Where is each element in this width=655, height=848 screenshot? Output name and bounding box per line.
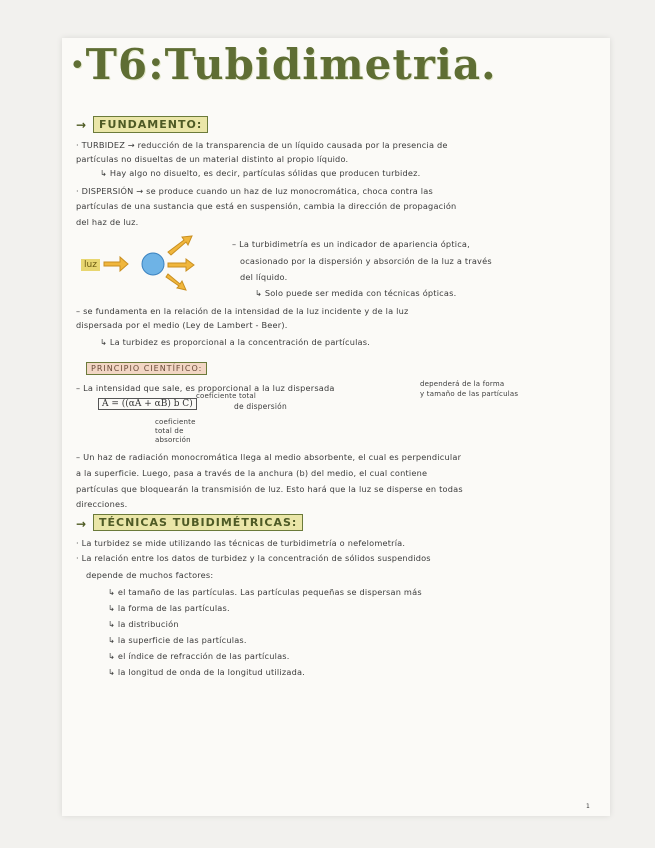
text-line: · La turbidez se mide utilizando las técnicas de turbidimetría o nefelometría. (76, 538, 406, 548)
text-line: · TURBIDEZ → reducción de la transparencia de un líquido causada por la presencia de (76, 140, 448, 150)
factor-item: ↳ la longitud de onda de la longitud utilizada. (108, 667, 305, 677)
dispersion-diagram (100, 232, 220, 292)
text-line: – La intensidad que sale, es proporcional a la luz dispersada (76, 383, 335, 393)
tecnicas-heading: TÉCNICAS TUBIDIMÉTRICAS: (93, 514, 303, 531)
page-title: ·T6:Tubidimetria. (70, 40, 497, 89)
text-note: absorción (155, 436, 191, 444)
light-label: luz (81, 259, 100, 271)
text-line: direcciones. (76, 499, 128, 509)
text-line: del líquido. (240, 272, 288, 282)
text-line: – Un haz de radiación monocromática llega al medio absorbente, el cual es perpendicular (76, 452, 462, 462)
fundamento-heading: FUNDAMENTO: (93, 116, 208, 133)
scatter-arrow-up (168, 236, 192, 255)
text-line: – se fundamenta en la relación de la intensidad de la luz incidente y de la luz (76, 306, 409, 316)
text-line: partículas no disueltas de un material distinto al propio líquido. (76, 154, 349, 164)
section-arrow: → (76, 517, 87, 531)
scatter-arrow-down (166, 274, 186, 290)
text-note: coeficiente (155, 418, 196, 426)
text-line: dispersada por el medio (Ley de Lambert - Beer). (76, 320, 288, 330)
text-line: · DISPERSIÓN → se produce cuando un haz de luz monocromática, choca contra las (76, 186, 433, 196)
factor-item: ↳ la superficie de las partículas. (108, 635, 247, 645)
text-note: de dispersión (234, 402, 287, 411)
text-line: a la superficie. Luego, pasa a través de la anchura (b) del medio, el cual contiene (76, 468, 428, 478)
text-note: dependerá de la forma (420, 380, 505, 388)
particle-circle (142, 253, 164, 275)
factor-item: ↳ el índice de refracción de las partículas. (108, 651, 290, 661)
text-line: ocasionado por la dispersión y absorción de la luz a través (240, 256, 492, 266)
text-line: ↳ La turbidez es proporcional a la concentración de partículas. (100, 337, 371, 347)
text-line: ↳ Solo puede ser medida con técnicas ópticas. (255, 288, 457, 298)
scatter-arrow-right (168, 259, 194, 271)
text-note: coeficiente total (196, 392, 257, 400)
page-number: 1 (586, 803, 590, 810)
factor-item: ↳ el tamaño de las partículas. Las partículas pequeñas se dispersan más (108, 587, 422, 597)
lambert-beer-equation: A = ((αA + αB) b C) (98, 398, 197, 410)
text-note: y tamaño de las partículas (420, 390, 519, 398)
text-line: · La relación entre los datos de turbidez y la concentración de sólidos suspendidos (76, 553, 431, 563)
factor-item: ↳ la forma de las partículas. (108, 603, 230, 613)
section-arrow: → (76, 118, 87, 132)
text-line: depende de muchos factores: (86, 570, 214, 580)
text-line: – La turbidimetría es un indicador de apariencia óptica, (232, 239, 470, 249)
factor-item: ↳ la distribución (108, 619, 179, 629)
principio-heading: PRINCIPIO CIENTÍFICO: (86, 362, 207, 375)
text-line: del haz de luz. (76, 217, 139, 227)
text-line: ↳ Hay algo no disuelto, es decir, partículas sólidas que producen turbidez. (100, 168, 421, 178)
incident-light-arrow (104, 257, 128, 271)
text-note: total de (155, 427, 184, 435)
text-line: partículas de una sustancia que está en suspensión, cambia la dirección de propagación (76, 201, 457, 211)
text-line: partículas que bloquearán la transmisión de luz. Esto hará que la luz se disperse en todas (76, 484, 463, 494)
